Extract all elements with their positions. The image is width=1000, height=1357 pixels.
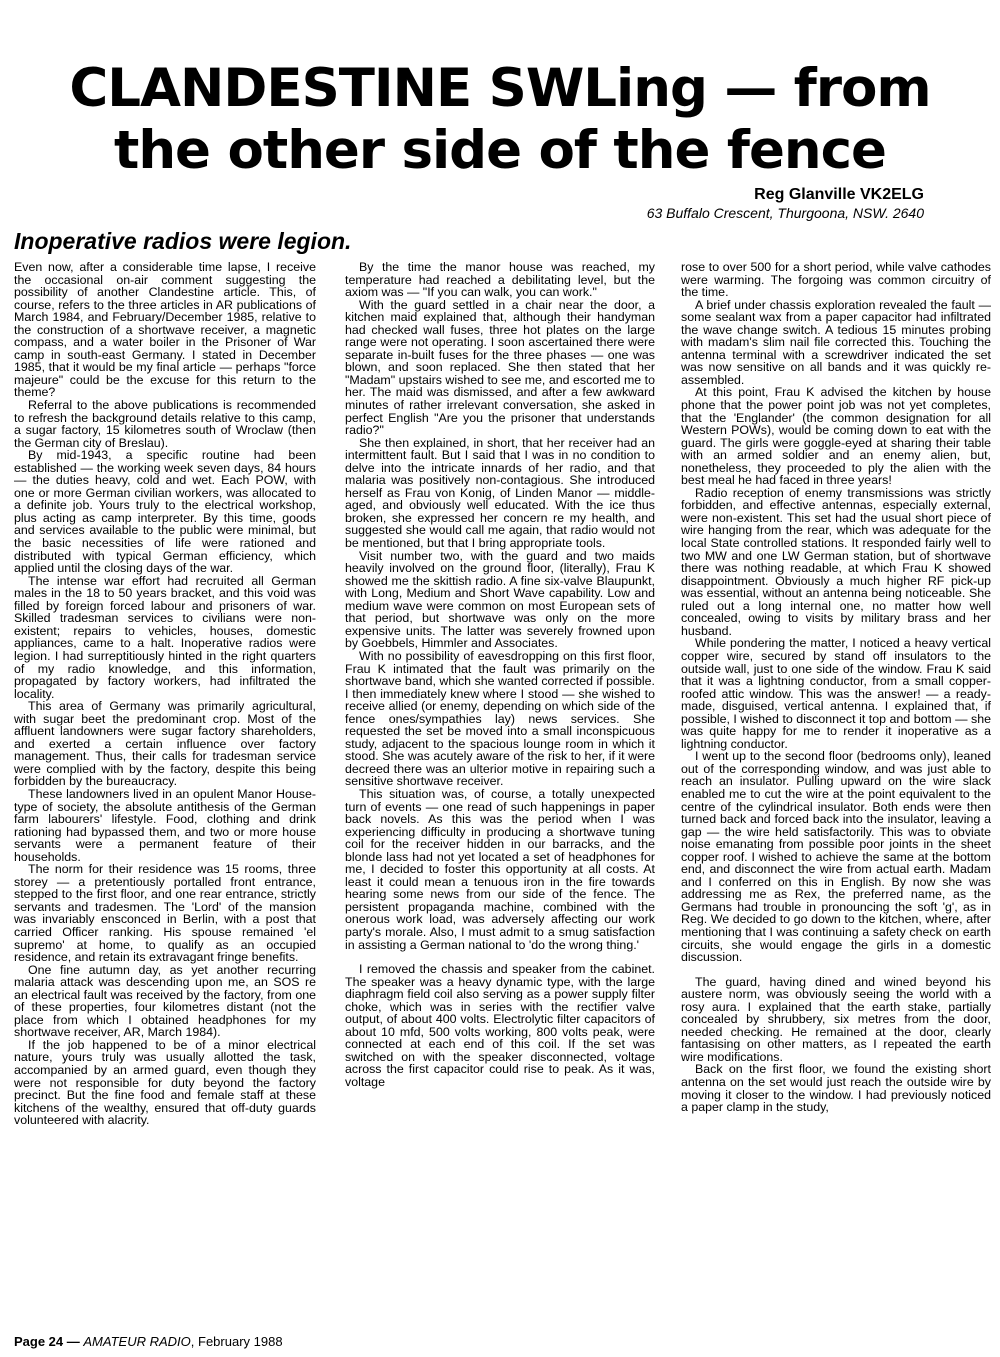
paragraph: A brief under chassis exploration revealed the fault — some sealant wax from a paper capacitor had infiltrated the wave change switch. A tedious 15 minutes probing with madam's slim nail file corrected this. Touching the antenna terminal with a screwdriver indicated the set was now sensitive on all bands and it was quickly re-assembled.: [681, 297, 991, 387]
paragraph: Referral to the above publications is recommended to refresh the background details relative to this camp, a sugar factory, 15 kilometres south of Wroclaw (then the German city of Breslau).: [14, 398, 316, 450]
article-column-3: [681, 261, 991, 1323]
paragraph: Even now, after a considerable time lapse, I receive the occasional on-air comment suggesting the possibility of another Clandestine article. This, of course, refers to the three articles in AR publications of March 1984, and February/December 1985, relative to the construction of a shortwave receiver, a magnetic compass, and a water boiler in the Prisoner of War camp in south-east Germany. I stated in December 1985, that it would be my final article — perhaps "force majeure" could be the excuse for this return to the theme?: [14, 261, 316, 400]
paragraph: The intense war effort had recruited all German males in the 18 to 50 years bracket, and this void was filled by foreign forced labour and prisoners of war. Skilled tradesman services to civilians were non-existent; repairs to vehicles, houses, domestic appliances, came to a halt. Inoperative radios were legion. I had surreptitiously hinted in the right quarters of my radio knowledge, and this information, propagated by factory workers, had infiltrated the locality.: [14, 573, 316, 701]
article-title: [40, 58, 960, 182]
paragraph: These landowners lived in an opulent Manor House-type of society, the absolute antithesis of the German farm labourers' lifestyle. Food, clothing and drink rationing had bypassed them, and two or more house servants were a permanent feature of their households.: [14, 786, 316, 864]
author-name: Reg Glanville VK2ELG: [754, 186, 924, 203]
article-column-1: [14, 261, 316, 1323]
paragraph: With no possibility of eavesdropping on this first floor, Frau K intimated that the fault was primarily on the shortwave band, which she wanted corrected if possible. I then immediately knew where I stood — she wished to receive allied (or enemy, depending on which side of the fence ones/sympathies lay) news services. She requested the set be moved into a small inconspicuous study, adjacent to the spacious lounge room in which it stood. She was acutely aware of the risk to her, if it were decreed there was an ulterior motive in repairing such a sensitive shortwave receiver.: [345, 648, 655, 789]
paragraph: With the guard settled in a chair near the door, a kitchen maid explained that, although their handyman had checked wall fuses, three hot plates on the large range were not operating. I soon ascertained there were separate in-built fuses for the three phases — one was blown, and soon replaced. She then stated that her "Madam" upstairs wished to see me, and escorted me to her. The maid was dismissed, and after a few awkward minutes of rather irrelevant conversation, she asked in perfect English "Are you the prisoner that understands radio?": [345, 297, 655, 438]
title-line-1: CLANDESTINE SWLing — from: [69, 58, 931, 119]
paragraph: I went up to the second floor (bedrooms only), leaned out of the corresponding window, and was just able to reach an insulator. Pulling upward on the wire slack enabled me to cut the wire at the point equivalent to the centre of the cylindrical insulator. Both ends were then turned back and forced back into the insulator, leaving a gap — the wire held satisfactorily. This was to obviate noise emanating from possible poor joints in the sheet copper roof. I wished to achieve the same at the bottom end, and disconnect the wire from actual earth. Madam and I conferred on this in English. By now she was addressing me as Rex, the preferred name, as the Germans had trouble in pronouncing the soft 'g', as in Reg. We decided to go down to the kitchen, where, after mentioning that I was continuing a safety check on earth circuits, she would engage the girls in a domestic discussion.: [681, 749, 991, 965]
paragraph: This situation was, of course, a totally unexpected turn of events — one read of such happenings in paper back novels. As this was the period when I was experiencing difficulty in producing a shortwave tuning coil for the receiver hidden in our barracks, and the blonde lass had not yet located a set of headphones for me, I decided to foster this opportunity at all costs. At least it could mean a tenuous iron in the fire towards hearing some news from our side of the fence. The persistent propaganda machine, combined with the onerous work load, was adversely affecting our work party's morale. Also, I must admit to a smug satisfaction in assisting a German national to 'do the wrong thing.': [345, 786, 655, 952]
article-column-2: [345, 261, 655, 1323]
paragraph: If the job happened to be of a minor electrical nature, yours truly was usually allotted the task, accompanied by an armed guard, even though they were not responsible for duty beyond the factory precinct. But the fine food and female staff at these kitchens of the wealthy, ensured that off-duty guards volunteered with alacrity.: [14, 1037, 316, 1128]
footer-separator: —: [63, 1334, 84, 1349]
paragraph: Visit number two, with the guard and two maids heavily involved on the ground floor, (literally), Frau K showed me the skittish radio. A fine six-valve Blaupunkt, with Long, Medium and Short Wave capability. Low and medium wave were common on most European sets of that period, but shortwave was only on the more expensive units. The latter was severely frowned upon by Goebbels, Himmler and Associates.: [345, 548, 655, 651]
paragraph: By mid-1943, a specific routine had been established — the working week seven days, 84 hours — the duties heavy, cold and wet. Each POW, with one or more German civilian workers, was allocated to a definite job. Yours truly to the electrical workshop, plus acting as camp interpreter. By this time, goods and services available to the public were minimal, but the basic necessities of life were rationed and distributed with typical German efficiency, which applied until the closing days of the war.: [14, 448, 316, 576]
paragraph: At this point, Frau K advised the kitchen by house phone that the power point job was not yet completes, that the 'Englander' (the common designation for all Western POWs), would be coming down to eat with the guard. The girls were goggle-eyed at sharing their table with an armed soldier and an enemy alien, but, nonetheless, they proceeded to ply the alien with the best meal he had faced in three years!: [681, 385, 991, 488]
paragraph: One fine autumn day, as yet another recurring malaria attack was descending upon me, an SOS re an electrical fault was received by the factory, from one of these properties, four kilometres distant (not the place from which I obtained headphones for my shortwave receiver, AR, March 1984).: [14, 962, 316, 1040]
title-line-2: the other side of the fence: [113, 120, 886, 181]
author-address: 63 Buffalo Crescent, Thurgoona, NSW. 2640: [646, 205, 924, 221]
paragraph: She then explained, in short, that her receiver had an intermittent fault. But I said that I was in no condition to delve into the intricate innards of her radio, and that malaria was positively non-contagious. She introduced herself as Frau von Konig, of Linden Manor — middle-aged, and obviously well educated. With the ice thus broken, she expressed her concern re my health, and suggested she would call me again, that radio would not be mentioned, but that I bring appropriate tools.: [345, 435, 655, 551]
magazine-name: AMATEUR RADIO: [83, 1334, 191, 1349]
paragraph: While pondering the matter, I noticed a heavy vertical copper wire, secured by stand off insulators to the outside wall, just to one side of the window. Frau K said that it was a lightning conductor, from a small copper-roofed attic window. This was the answer! — a ready-made, disguised, vertical antenna. I explained that, if possible, I wished to disconnect it top and bottom — she was quite happy for me to render it inoperative as a lightning conductor.: [681, 636, 991, 751]
paragraph: This area of Germany was primarily agricultural, with sugar beet the predominant crop. Most of the affluent landowners were sugar factory shareholders, and exerted a certain influence over factory management. Thus, their calls for tradesman service were complied with by the factory, despite this being forbidden by the bureaucracy.: [14, 699, 316, 789]
paragraph: The guard, having dined and wined beyond his austere norm, was obviously seeing the world with a rosy aura. I explained that the earth stake, partially concealed by shrubbery, six metres from the door, needed checking. He remained at the door, clearly fantasising on other matters, as I repeated the earth wire modifications.: [681, 974, 991, 1064]
issue-date: , February 1988: [190, 1334, 283, 1349]
paragraph: The norm for their residence was 15 rooms, three storey — a pretentiously portalled front entrance, stepped to the first floor, and one rear entrance, strictly servants and tradesmen. The 'Lord' of the mansion was invariably ensconced in Berlin, with a post that carried Officer ranking. His spouse remained 'el supremo' at home, to qualify as an occupied residence, and retain its extravagant fringe benefits.: [14, 862, 316, 965]
paragraph: Back on the first floor, we found the existing short antenna on the set would just reach the outside wire by moving it closer to the window. I had previously noticed a paper clamp in the study,: [681, 1062, 991, 1115]
page-footer: [14, 1334, 283, 1349]
paragraph: I removed the chassis and speaker from the cabinet. The speaker was a heavy dynamic type, with the large diaphragm field coil also serving as a power supply filter choke, which was in series with the rectifier valve output, of about 400 volts. Electrolytic filter capacitors of about 10 mfd, 500 volts working, 800 volts peak, were connected at each end of this coil. If the set was switched on with the speaker disconnected, voltage across the first capacitor could rise to peak. As it was, voltage: [345, 962, 655, 1089]
page-number: Page 24: [14, 1334, 64, 1349]
paragraph: rose to over 500 for a short period, while valve cathodes were warming. The forgoing was common circuitry of the time.: [681, 261, 991, 300]
paragraph: Radio reception of enemy transmissions was strictly forbidden, and effective antennas, especially external, were non-existent. This set had the usual short piece of wire hanging from the rear, which was adequate for the local State controlled stations. It responded fairly well to two MW and one LW German station, but of shortwave there was nothing readable, at which Frau K showed disappointment. Obviously a much higher RF pick-up was essential, without an antenna being noticeable. She ruled out a long internal one, no matter how well concealed, owing to visits by military brass and her husband.: [681, 485, 991, 638]
subheading: Inoperative radios were legion.: [14, 228, 352, 254]
paragraph: By the time the manor house was reached, my temperature had reached a debilitating level, but the axiom was — "If you can walk, you can work.": [345, 261, 655, 300]
